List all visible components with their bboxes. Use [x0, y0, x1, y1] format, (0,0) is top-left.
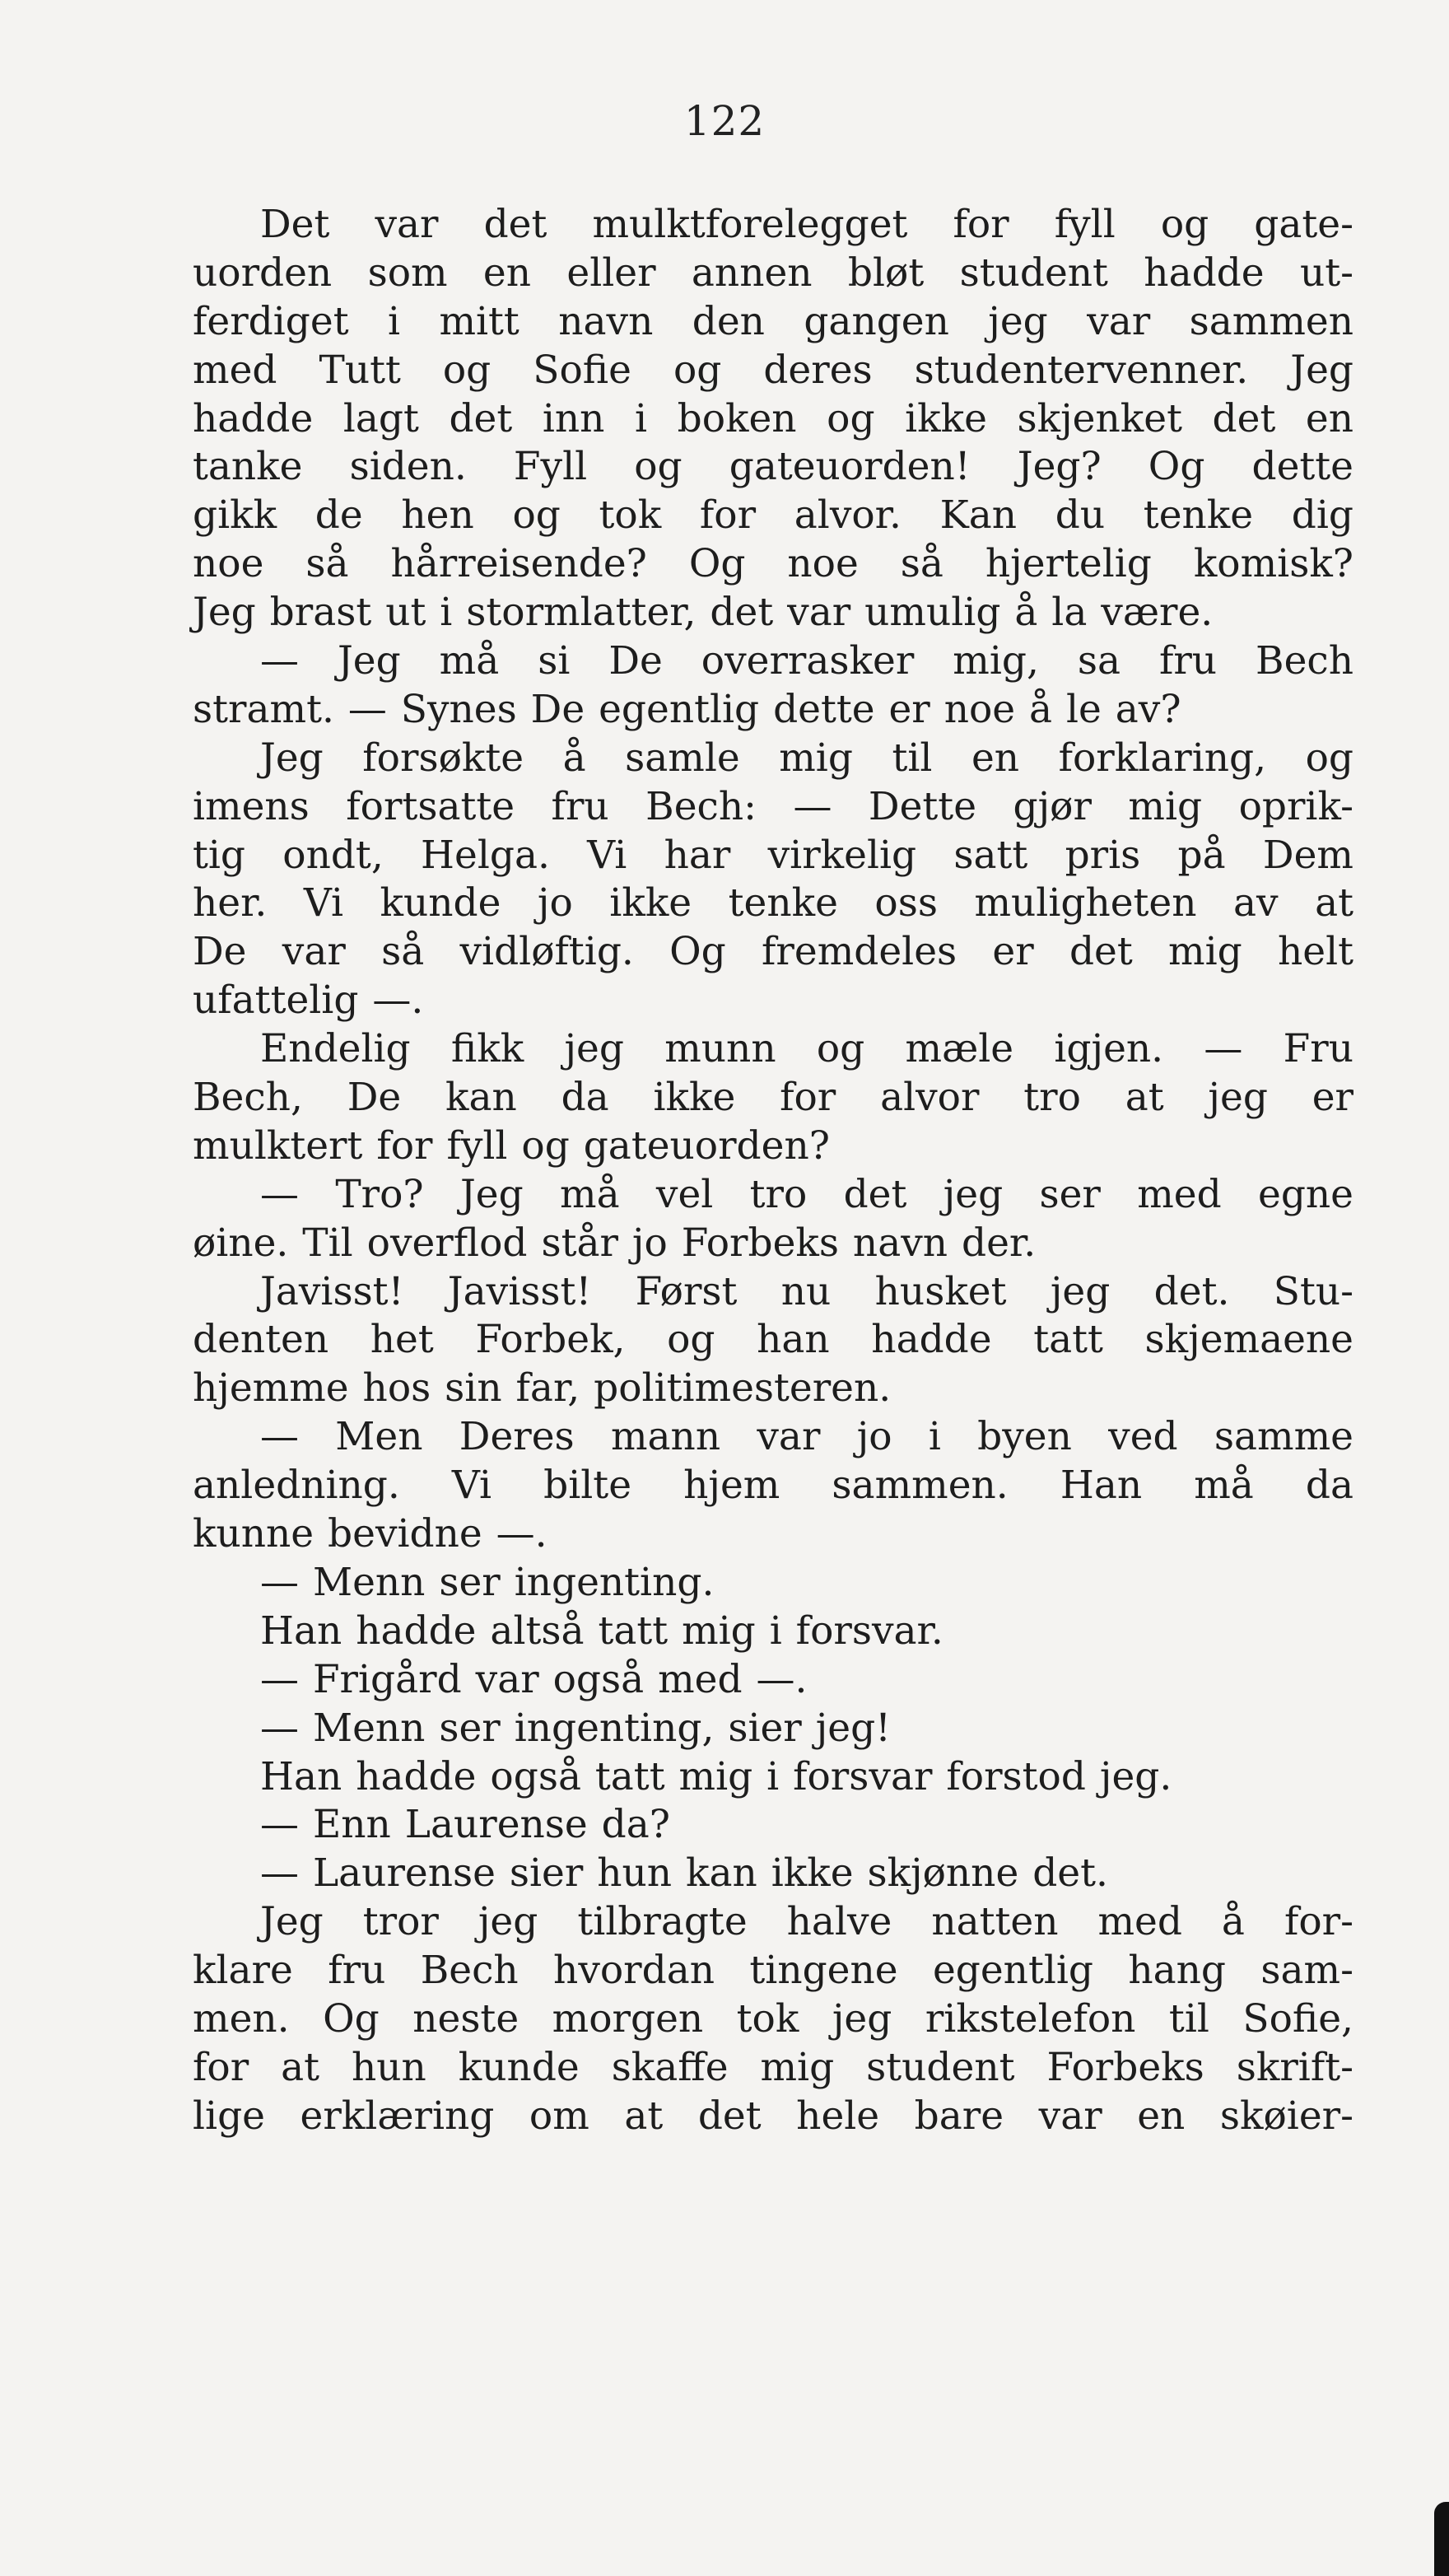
page-edge-mark: [1434, 2502, 1449, 2576]
text-line: — Men Deres mann var jo i byen ved samme: [260, 1414, 1353, 1460]
text-line: lige erklæring om at det hele bare var en skøier-: [193, 2093, 1353, 2139]
text-line: Endelig fikk jeg munn og mæle igjen. — Fru: [260, 1026, 1353, 1072]
text-line: denten het Forbek, og han hadde tatt skjemaene: [193, 1317, 1353, 1363]
text-line: ferdiget i mitt navn den gangen jeg var sammen: [193, 298, 1353, 344]
text-line: — Frigård var også med —.: [260, 1656, 808, 1702]
text-line: men. Og neste morgen tok jeg rikstelefon til Sofie,: [193, 1995, 1353, 2042]
text-line: — Jeg må si De overrasker mig, sa fru Bech: [260, 638, 1353, 684]
text-line: for at hun kunde skaffe mig student Forbeks skrift-: [193, 2044, 1353, 2090]
text-line: Jeg forsøkte å samle mig til en forklaring, og: [260, 735, 1353, 781]
text-line: ufattelig —.: [193, 978, 424, 1024]
text-line: imens fortsatte fru Bech: — Dette gjør mig oprik-: [193, 783, 1353, 829]
text-line: noe så hårreisende? Og noe så hjertelig komisk?: [193, 541, 1353, 587]
text-line: Det var det mulktforelegget for fyll og gate-: [260, 202, 1353, 247]
text-line: tig ondt, Helga. Vi har virkelig satt pris på Dem: [193, 832, 1353, 878]
text-line: uorden som en eller annen bløt student hadde ut-: [193, 250, 1353, 296]
text-line: klare fru Bech hvordan tingene egentlig hang sam-: [193, 1948, 1353, 1994]
text-line: hjemme hos sin far, politimesteren.: [193, 1365, 892, 1412]
text-line: mulktert for fyll og gateuorden?: [193, 1122, 830, 1169]
text-line: med Tutt og Sofie og deres studentervenner. Jeg: [193, 347, 1353, 393]
text-line: gikk de hen og tok for alvor. Kan du tenke dig: [193, 492, 1353, 539]
text-line: tanke siden. Fyll og gateuorden! Jeg? Og dette: [193, 444, 1353, 490]
text-line: — Tro? Jeg må vel tro det jeg ser med egne: [260, 1171, 1353, 1217]
text-line: — Menn ser ingenting.: [260, 1559, 715, 1605]
page-number: 122: [683, 97, 766, 145]
text-line: hadde lagt det inn i boken og ikke skjenket det en: [193, 395, 1353, 441]
text-line: stramt. — Synes De egentlig dette er noe å le av?: [193, 686, 1181, 732]
text-line: Bech, De kan da ikke for alvor tro at jeg er: [193, 1075, 1353, 1121]
text-line: her. Vi kunde jo ikke tenke oss muligheten av at: [193, 880, 1353, 926]
text-line: kunne bevidne —.: [193, 1511, 547, 1557]
text-line: — Menn ser ingenting, sier jeg!: [260, 1705, 892, 1751]
text-line: Han hadde også tatt mig i forsvar forstod jeg.: [260, 1753, 1172, 1799]
text-line: anledning. Vi bilte hjem sammen. Han må da: [193, 1463, 1353, 1509]
text-line: De var så vidløftig. Og fremdeles er det mig helt: [193, 929, 1353, 975]
text-line: — Enn Laurense da?: [260, 1802, 670, 1848]
text-line: Javisst! Javisst! Først nu husket jeg det. Stu-: [260, 1268, 1353, 1314]
text-line: Jeg tror jeg tilbragte halve natten med å for-: [260, 1899, 1353, 1945]
text-line: Han hadde altså tatt mig i forsvar.: [260, 1608, 943, 1654]
text-line: — Laurense sier hun kan ikke skjønne det.: [260, 1850, 1108, 1897]
text-line: Jeg brast ut i stormlatter, det var umulig å la være.: [193, 590, 1214, 636]
text-line: øine. Til overflod står jo Forbeks navn der.: [193, 1220, 1037, 1266]
body-text: [193, 201, 1353, 2141]
